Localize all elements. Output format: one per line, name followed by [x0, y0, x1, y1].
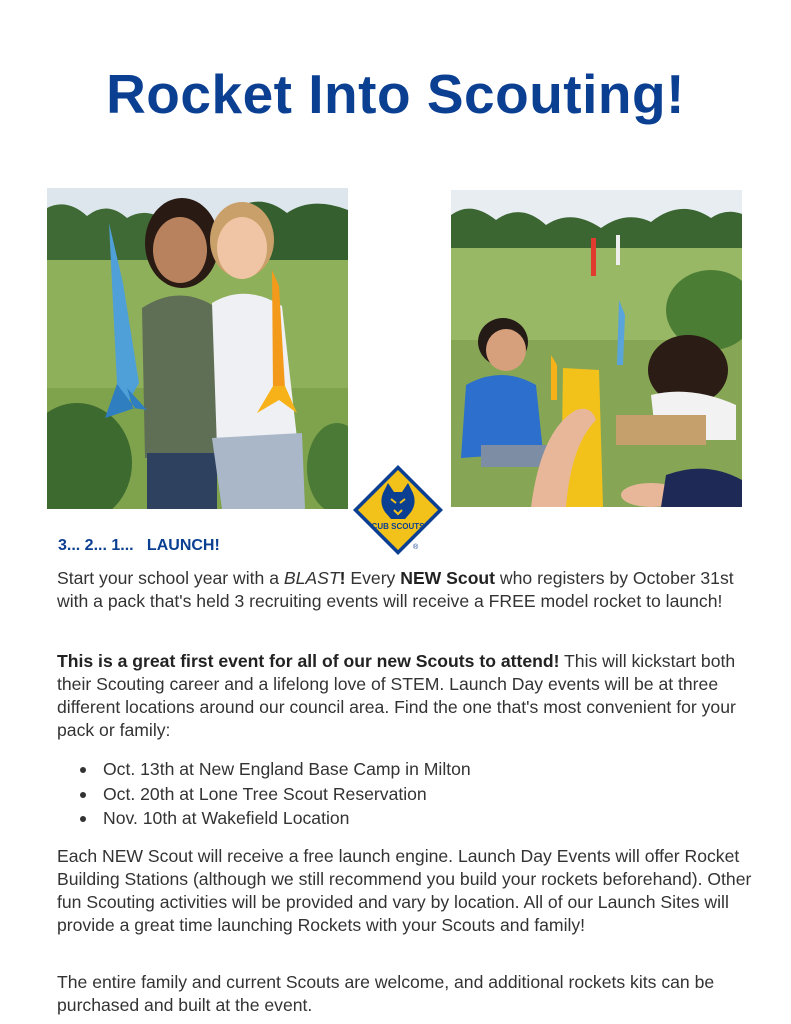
- kids-launching-rockets-photo: [451, 190, 742, 507]
- section-subheading: 3... 2... 1... LAUNCH!: [58, 537, 220, 554]
- logo-registered: ®: [413, 544, 419, 551]
- list-item: Oct. 13th at New England Base Camp in Milton: [75, 757, 471, 782]
- event-list: [75, 757, 471, 831]
- list-item: Oct. 20th at Lone Tree Scout Reservation: [75, 782, 471, 807]
- launch-day-paragraph: Each NEW Scout will receive a free launch engine. Launch Day Events will offer Rocket Building Stations (although we still recommend you build your rockets beforehand). Other fun Scouting activities will be provided and vary by location. All of our Launch Sites will provide a great time launching Rockets with your Scouts and family!: [57, 846, 752, 935]
- cub-scouts-logo: [351, 463, 445, 557]
- page-title: Rocket Into Scouting!: [106, 63, 685, 125]
- list-item: Nov. 10th at Wakefield Location: [75, 806, 471, 831]
- logo-text: CUB SCOUTS: [371, 522, 425, 531]
- event-info-paragraph: This is a great first event for all of our new Scouts to attend! This will kickstart both their Scouting career and a lifelong love of STEM. Launch Day events will be at three different locations around our council area. Find the one that's most convenient for your pack or family:: [57, 651, 736, 740]
- intro-paragraph: Start your school year with a BLAST! Every NEW Scout who registers by October 31st with a pack that's held 3 recruiting events will receive a FREE model rocket to launch!: [57, 568, 734, 611]
- kids-holding-rockets-photo: [47, 188, 348, 509]
- family-welcome-paragraph: The entire family and current Scouts are welcome, and additional rockets kits can be purchased and built at the event.: [57, 972, 715, 1015]
